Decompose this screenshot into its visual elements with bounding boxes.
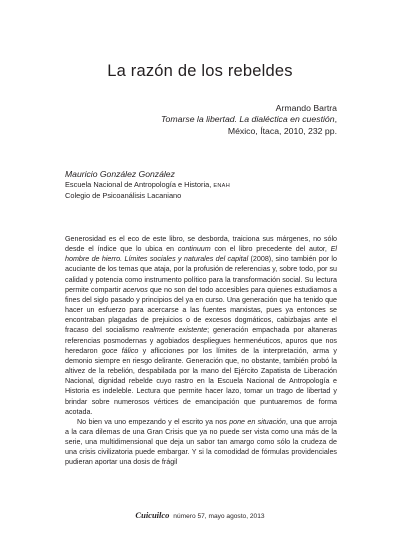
p2-text: No bien va uno empezando y el escrito ya nos bbox=[77, 417, 230, 426]
p1-text: y aflicciones por los límites de la interpretación, arma y demonio siempre en riesgo delirante. Generación que, no obstante, también probó la altivez de la rebelión, despabilada por la mano del Ejército Zapatista de Liberación Nacional, dignidad rebelde cuyo rastro en la Escuela Nacional de Antropología e Historia es indeleble. Lectura que permite hacer lazo, tomar un trago de libertad y brindar sobre numerosos vértices de emancipación que puntuaremos de forma acotada. bbox=[65, 346, 338, 416]
affiliation-1-text: Escuela Nacional de Antropología e Historia, bbox=[65, 179, 214, 189]
p1-text: que no son del todo accesibles para quienes estudiamos a fines del siglo pasado y principios del ya en curso. Una generación que ha tenido que hacer un esfuerzo para acercarse a las fuentes marxistas, pues ya entonces se encontraban plagadas de prejuicios o de excesos dogmáticos, cabizbajas ante el fracaso del socialismo bbox=[65, 285, 337, 335]
p1-text: (2008), sino también por lo acuciante de los temas que ataja, por la profusión de referencias y, sobre todo, por su calidad y potencia como instrumento político para la transformación social. Su lectura permite compartir bbox=[65, 255, 337, 294]
article-body bbox=[65, 234, 337, 468]
p1-italic: acervos bbox=[122, 285, 148, 294]
p1-italic: goce fálico bbox=[101, 346, 139, 355]
p1-italic: continuum bbox=[177, 245, 211, 254]
book-title-line bbox=[161, 114, 337, 125]
book-title-suffix: , bbox=[334, 114, 337, 125]
p1-text: Generosidad es el eco de este libro, se desborda, traiciona sus márgenes, no sólo desde el índice que lo ubica en bbox=[65, 235, 337, 254]
p1-italic: realmente existente bbox=[142, 326, 208, 335]
p1-text: con el libro precedente del autor, bbox=[210, 245, 331, 254]
reviewer-affiliation-2: Colegio de Psicoanálisis Lacaniano bbox=[65, 191, 182, 201]
book-reference bbox=[161, 103, 337, 137]
article-title: La razón de los rebeldes bbox=[107, 62, 293, 80]
reviewer-name: Mauricio González González bbox=[65, 169, 175, 179]
reviewer-block bbox=[65, 169, 230, 202]
paragraph-1 bbox=[65, 234, 337, 417]
book-title: Tomarse la libertad. La dialéctica en cuestión bbox=[161, 114, 335, 125]
p1-text: ; generación empachada por altaneras referencias posmodernas y agobiados despliegues hermenéuticos, apuros que nos heredaron bbox=[65, 326, 337, 355]
book-author: Armando Bartra bbox=[275, 103, 337, 113]
p2-italic: pone en situación bbox=[229, 417, 286, 426]
p1-italic: El hombre de hierro. Límites sociales y naturales del capital bbox=[65, 245, 337, 264]
issue-info: número 57, mayo agosto, 2013 bbox=[173, 513, 265, 520]
paragraph-2 bbox=[65, 417, 337, 468]
book-publication: México, Ítaca, 2010, 232 pp. bbox=[227, 125, 337, 136]
reviewer-affiliation-1 bbox=[65, 180, 230, 192]
page-footer bbox=[0, 510, 400, 520]
p2-text: , una que arroja a la cara dilemas de una Gran Crisis que ya no puede ser vista como una más de la serie, una multidimensional que deja un sabor tan amargo como sólo la crudeza de una crisis civilizatoria puede embargar. Y si la comodidad de fórmulas providenciales pudieran aportar una dosis de frágil bbox=[65, 417, 337, 467]
affiliation-1-tag: ENAH bbox=[213, 182, 231, 189]
journal-logo: Cuicuilco bbox=[135, 510, 170, 520]
